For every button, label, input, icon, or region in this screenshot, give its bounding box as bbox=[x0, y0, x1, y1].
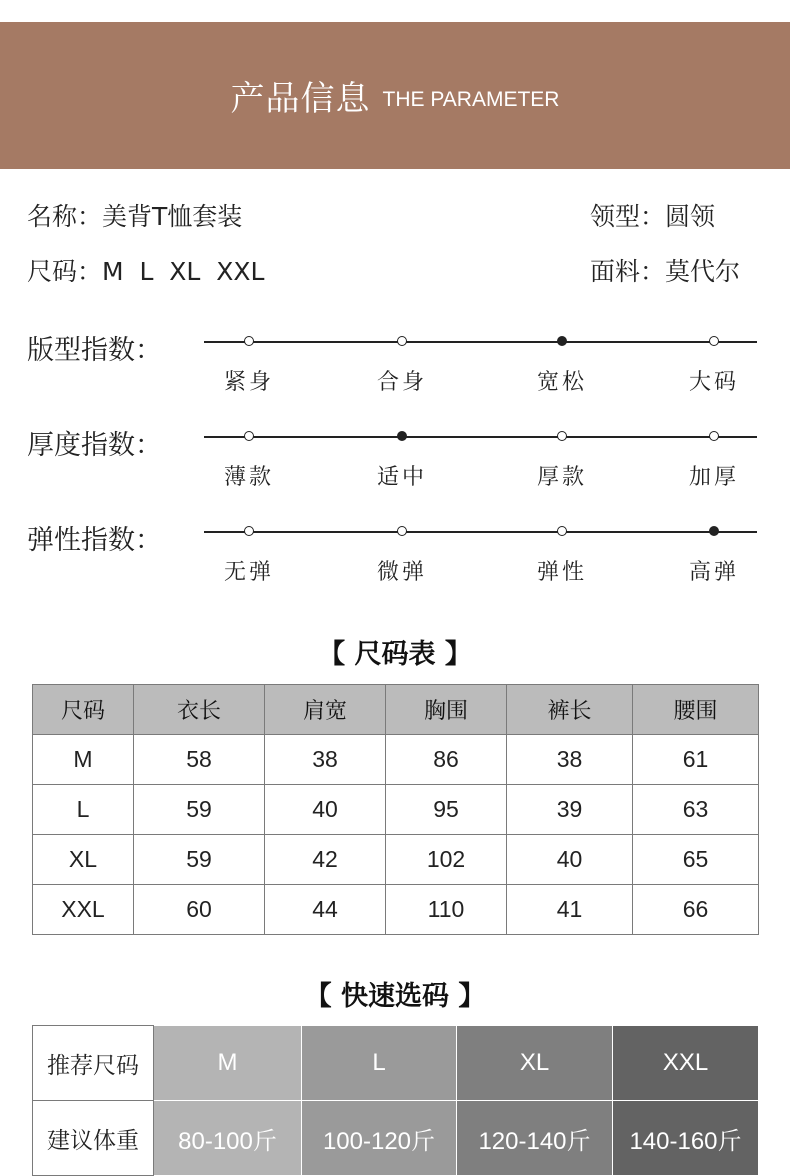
index-marker bbox=[557, 526, 567, 536]
index-marker bbox=[557, 431, 567, 441]
index-option-label: 大码 bbox=[688, 370, 739, 395]
index-option-label: 加厚 bbox=[688, 465, 739, 490]
index-label: 弹性指数： bbox=[27, 525, 162, 556]
size-table-cell: 39 bbox=[507, 785, 633, 835]
size-table-header-cell: 腰围 bbox=[633, 685, 759, 735]
index-marker bbox=[397, 336, 407, 346]
index-scale-line bbox=[204, 436, 757, 438]
size-table-cell: 65 bbox=[633, 835, 759, 885]
index-option-label: 紧身 bbox=[223, 370, 274, 395]
index-option-label: 高弹 bbox=[688, 560, 739, 585]
quick-select-size-cell: XXL bbox=[613, 1026, 759, 1101]
index-marker-selected bbox=[557, 336, 567, 346]
quick-select-title: 【 快速选码 】 bbox=[304, 981, 486, 1012]
size-table-cell: 66 bbox=[633, 885, 759, 935]
size-table-row bbox=[33, 885, 759, 935]
size-table-header-cell: 肩宽 bbox=[265, 685, 386, 735]
size-table-cell: XXL bbox=[33, 885, 134, 935]
index-marker bbox=[244, 431, 254, 441]
index-marker-selected bbox=[709, 526, 719, 536]
size-table-row bbox=[33, 735, 759, 785]
index-option-label: 厚款 bbox=[536, 465, 587, 490]
size-table-header-cell: 胸围 bbox=[386, 685, 507, 735]
size-table-cell: 102 bbox=[386, 835, 507, 885]
index-option-label: 弹性 bbox=[536, 560, 587, 585]
size-table-cell: 59 bbox=[134, 835, 265, 885]
size-table-cell: 86 bbox=[386, 735, 507, 785]
size-table-header-row bbox=[33, 685, 759, 735]
size-table-row bbox=[33, 785, 759, 835]
index-label: 版型指数： bbox=[27, 335, 162, 366]
size-table-row bbox=[33, 835, 759, 885]
index-option-label: 宽松 bbox=[536, 370, 587, 395]
size-table-cell: XL bbox=[33, 835, 134, 885]
size-table-header-cell: 裤长 bbox=[507, 685, 633, 735]
size-table-cell: L bbox=[33, 785, 134, 835]
index-marker-selected bbox=[397, 431, 407, 441]
header-banner bbox=[0, 22, 790, 169]
index-option-label: 合身 bbox=[376, 370, 427, 395]
quick-select-size-row bbox=[33, 1026, 759, 1101]
index-scale-line bbox=[204, 341, 757, 343]
size-table-header-cell: 衣长 bbox=[134, 685, 265, 735]
quick-select-weight-cell: 100-120斤 bbox=[302, 1101, 457, 1176]
quick-select-weight-cell: 80-100斤 bbox=[154, 1101, 302, 1176]
quick-select-size-label: 推荐尺码 bbox=[33, 1026, 154, 1101]
index-marker bbox=[709, 431, 719, 441]
size-table-cell: 40 bbox=[507, 835, 633, 885]
quick-select-weight-cell: 140-160斤 bbox=[613, 1101, 759, 1176]
quick-select-size-cell: L bbox=[302, 1026, 457, 1101]
quick-select-size-cell: XL bbox=[457, 1026, 613, 1101]
size-table-cell: 44 bbox=[265, 885, 386, 935]
index-option-label: 无弹 bbox=[223, 560, 274, 585]
size-table-header-cell: 尺码 bbox=[33, 685, 134, 735]
index-marker bbox=[397, 526, 407, 536]
quick-select-weight-row bbox=[33, 1101, 759, 1176]
size-table-cell: 38 bbox=[265, 735, 386, 785]
size-table-cell: 110 bbox=[386, 885, 507, 935]
info-fabric: 面料：莫代尔 bbox=[590, 257, 741, 286]
index-marker bbox=[244, 336, 254, 346]
size-table-cell: 59 bbox=[134, 785, 265, 835]
size-table-cell: 40 bbox=[265, 785, 386, 835]
quick-select-weight-cell: 120-140斤 bbox=[457, 1101, 613, 1176]
quick-select-weight-label: 建议体重 bbox=[33, 1101, 154, 1176]
index-option-label: 适中 bbox=[376, 465, 427, 490]
size-table-cell: 63 bbox=[633, 785, 759, 835]
size-table-cell: 42 bbox=[265, 835, 386, 885]
index-option-label: 微弹 bbox=[376, 560, 427, 585]
index-scale-line bbox=[204, 531, 757, 533]
info-sizes: 尺码：M L XL XXL bbox=[27, 257, 265, 286]
index-option-label: 薄款 bbox=[223, 465, 274, 490]
header-title-en: THE PARAMETER bbox=[382, 87, 560, 111]
size-table-cell: 38 bbox=[507, 735, 633, 785]
index-marker bbox=[709, 336, 719, 346]
size-table-cell: 60 bbox=[134, 885, 265, 935]
quick-select-size-cell: M bbox=[154, 1026, 302, 1101]
quick-select-table bbox=[32, 1025, 759, 1176]
size-table-cell: M bbox=[33, 735, 134, 785]
info-name: 名称：美背T恤套装 bbox=[27, 202, 243, 231]
index-label: 厚度指数： bbox=[27, 430, 162, 461]
size-table-title: 【 尺码表 】 bbox=[318, 639, 472, 670]
info-collar: 领型：圆领 bbox=[590, 202, 716, 231]
size-table-cell: 41 bbox=[507, 885, 633, 935]
index-marker bbox=[244, 526, 254, 536]
header-title-cn: 产品信息 bbox=[230, 79, 371, 119]
size-table-cell: 58 bbox=[134, 735, 265, 785]
size-table bbox=[32, 684, 759, 935]
size-table-cell: 95 bbox=[386, 785, 507, 835]
size-table-cell: 61 bbox=[633, 735, 759, 785]
